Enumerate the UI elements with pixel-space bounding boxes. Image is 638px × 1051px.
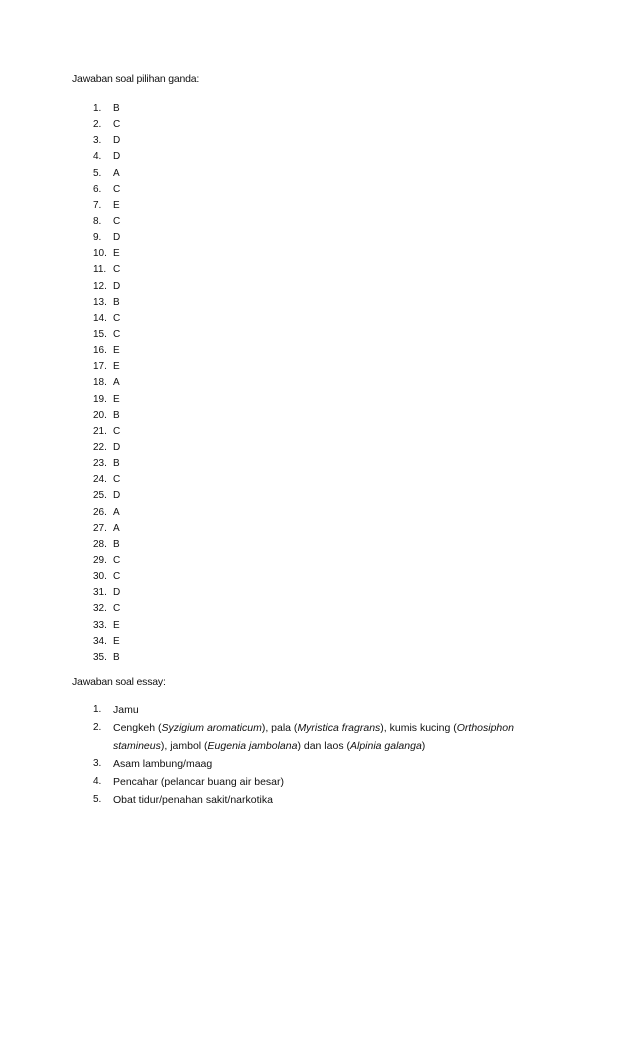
mc-answer-letter: D: [113, 135, 121, 147]
mc-answer-letter: A: [113, 506, 120, 518]
mc-answer-letter: C: [113, 264, 121, 276]
mc-answer-letter: C: [113, 119, 121, 131]
species-name: Orthosiphon stamineus: [113, 722, 514, 752]
mc-answer-number: 29.: [93, 554, 107, 566]
mc-answer-item: [93, 618, 120, 634]
mc-answer-number: 13.: [93, 296, 107, 308]
mc-answer-item: [93, 601, 120, 617]
mc-answer-letter: B: [113, 651, 120, 663]
mc-answer-item: [93, 230, 120, 246]
mc-answer-item: [93, 521, 120, 537]
mc-answer-letter: E: [113, 393, 120, 405]
mc-answer-number: 35.: [93, 651, 107, 663]
mc-answer-item: [93, 392, 120, 408]
mc-answer-item: [93, 246, 120, 262]
mc-answer-letter: D: [113, 280, 121, 292]
mc-answer-item: [93, 214, 120, 230]
mc-answer-item: [93, 488, 120, 504]
answer-text-run: Asam lambung/maag: [113, 758, 213, 770]
answer-text-run: ), pala (: [261, 722, 298, 734]
mc-answer-item: [93, 182, 120, 198]
mc-answer-item: [93, 101, 120, 117]
mc-answer-letter: B: [113, 296, 120, 308]
answer-text-run: Jamu: [113, 704, 139, 716]
mc-answer-letter: D: [113, 232, 121, 244]
mc-answer-letter: C: [113, 425, 121, 437]
mc-answer-number: 21.: [93, 425, 107, 437]
mc-answer-item: [93, 505, 120, 521]
mc-answer-item: [93, 327, 120, 343]
mc-answer-item: [93, 585, 120, 601]
essay-answer-item: [93, 701, 563, 719]
mc-answer-item: [93, 343, 120, 359]
mc-answer-number: 8.: [93, 215, 102, 227]
answer-text-run: Pencahar (pelancar buang air besar): [113, 776, 285, 788]
mc-answer-number: 30.: [93, 571, 107, 583]
essay-answer-item: [93, 791, 563, 809]
mc-answer-number: 5.: [93, 167, 102, 179]
mc-answer-number: 31.: [93, 587, 107, 599]
essay-answer-item: [93, 755, 563, 773]
mc-answer-item: [93, 166, 120, 182]
mc-answer-number: 1.: [93, 103, 102, 114]
mc-answer-letter: E: [113, 361, 120, 373]
mc-answer-item: [93, 117, 120, 133]
mc-answer-letter: E: [113, 199, 120, 211]
mc-answer-number: 25.: [93, 490, 107, 502]
mc-answer-item: [93, 198, 120, 214]
essay-answer-item: [93, 719, 563, 755]
mc-answer-letter: A: [113, 522, 120, 534]
mc-answer-item: [93, 650, 120, 666]
mc-answer-item: [93, 295, 120, 311]
species-name: Myristica fragrans: [297, 722, 381, 734]
mc-answer-list: [93, 101, 120, 666]
mc-answer-letter: E: [113, 619, 120, 631]
mc-answer-letter: B: [113, 103, 120, 114]
essay-answer-list: [93, 701, 563, 809]
mc-answer-item: [93, 569, 120, 585]
mc-answer-number: 33.: [93, 619, 107, 631]
mc-answer-item: [93, 262, 120, 278]
mc-answer-number: 3.: [93, 135, 102, 147]
mc-answer-item: [93, 456, 120, 472]
answer-text-run: ) dan laos (: [297, 740, 350, 752]
mc-answer-letter: C: [113, 571, 121, 583]
mc-answer-number: 11.: [93, 264, 107, 276]
essay-answer-number: 4.: [93, 776, 102, 787]
mc-answer-number: 15.: [93, 328, 107, 340]
mc-answer-letter: C: [113, 328, 121, 340]
mc-answer-number: 34.: [93, 635, 107, 647]
mc-answer-number: 19.: [93, 393, 107, 405]
answer-text-run: ), jambol (: [160, 740, 208, 752]
mc-answer-number: 20.: [93, 409, 107, 421]
essay-answer-text: [113, 776, 284, 788]
mc-answer-letter: E: [113, 635, 120, 647]
mc-answer-item: [93, 472, 120, 488]
mc-answer-letter: C: [113, 183, 121, 195]
mc-answer-number: 12.: [93, 280, 107, 292]
mc-answer-item: [93, 408, 120, 424]
mc-answer-letter: A: [113, 167, 120, 179]
answer-text-run: ), kumis kucing (: [380, 722, 457, 734]
essay-answer-text: [113, 758, 212, 770]
mc-answer-number: 18.: [93, 377, 107, 389]
mc-answer-number: 7.: [93, 199, 102, 211]
mc-answer-number: 32.: [93, 603, 107, 615]
species-name: Alpinia galanga: [349, 740, 422, 752]
mc-answer-letter: C: [113, 603, 121, 615]
species-name: Eugenia jambolana: [207, 740, 298, 752]
mc-answer-number: 14.: [93, 312, 107, 324]
mc-answer-item: [93, 537, 120, 553]
essay-heading: Jawaban soal essay:: [72, 676, 166, 688]
essay-answer-number: 3.: [93, 758, 102, 769]
mc-answer-letter: B: [113, 409, 120, 421]
mc-answer-letter: B: [113, 458, 120, 470]
essay-answer-text: [113, 794, 273, 806]
mc-answer-letter: B: [113, 538, 120, 550]
answer-text-run: ): [421, 740, 426, 752]
mc-answer-letter: C: [113, 554, 121, 566]
essay-answer-text: [113, 704, 139, 716]
essay-answer-number: 2.: [93, 722, 102, 733]
mc-answer-number: 17.: [93, 361, 107, 373]
mc-answer-item: [93, 424, 120, 440]
essay-answer-number: 1.: [93, 704, 102, 715]
mc-answer-number: 28.: [93, 538, 107, 550]
essay-answer-number: 5.: [93, 794, 102, 805]
mc-answer-item: [93, 440, 120, 456]
mc-answer-letter: C: [113, 474, 121, 486]
mc-answer-letter: C: [113, 312, 121, 324]
mc-answer-letter: D: [113, 151, 121, 163]
mc-answer-letter: C: [113, 215, 121, 227]
essay-answer-item: [93, 773, 563, 791]
mc-answer-item: [93, 279, 120, 295]
mc-answer-item: [93, 311, 120, 327]
mc-answer-item: [93, 634, 120, 650]
mc-answer-letter: E: [113, 248, 120, 260]
mc-answer-item: [93, 133, 120, 149]
mc-answer-item: [93, 375, 120, 391]
mc-heading: Jawaban soal pilihan ganda:: [72, 73, 200, 85]
mc-answer-letter: A: [113, 377, 120, 389]
mc-answer-number: 16.: [93, 345, 107, 357]
answer-text-run: Cengkeh (: [113, 722, 162, 734]
species-name: Syzigium aromaticum: [161, 722, 262, 734]
mc-answer-number: 4.: [93, 151, 102, 163]
mc-answer-number: 26.: [93, 506, 107, 518]
mc-answer-number: 10.: [93, 248, 107, 260]
mc-answer-number: 2.: [93, 119, 102, 131]
mc-answer-letter: D: [113, 441, 121, 453]
mc-answer-item: [93, 553, 120, 569]
mc-answer-number: 9.: [93, 232, 102, 244]
mc-answer-number: 6.: [93, 183, 102, 195]
mc-answer-number: 23.: [93, 458, 107, 470]
mc-answer-number: 22.: [93, 441, 107, 453]
mc-answer-letter: D: [113, 490, 121, 502]
mc-answer-item: [93, 149, 120, 165]
mc-answer-number: 24.: [93, 474, 107, 486]
mc-answer-number: 27.: [93, 522, 107, 534]
mc-answer-item: [93, 359, 120, 375]
mc-answer-letter: E: [113, 345, 120, 357]
answer-text-run: Obat tidur/penahan sakit/narkotika: [113, 794, 273, 806]
essay-answer-text: [113, 722, 514, 752]
mc-answer-letter: D: [113, 587, 121, 599]
